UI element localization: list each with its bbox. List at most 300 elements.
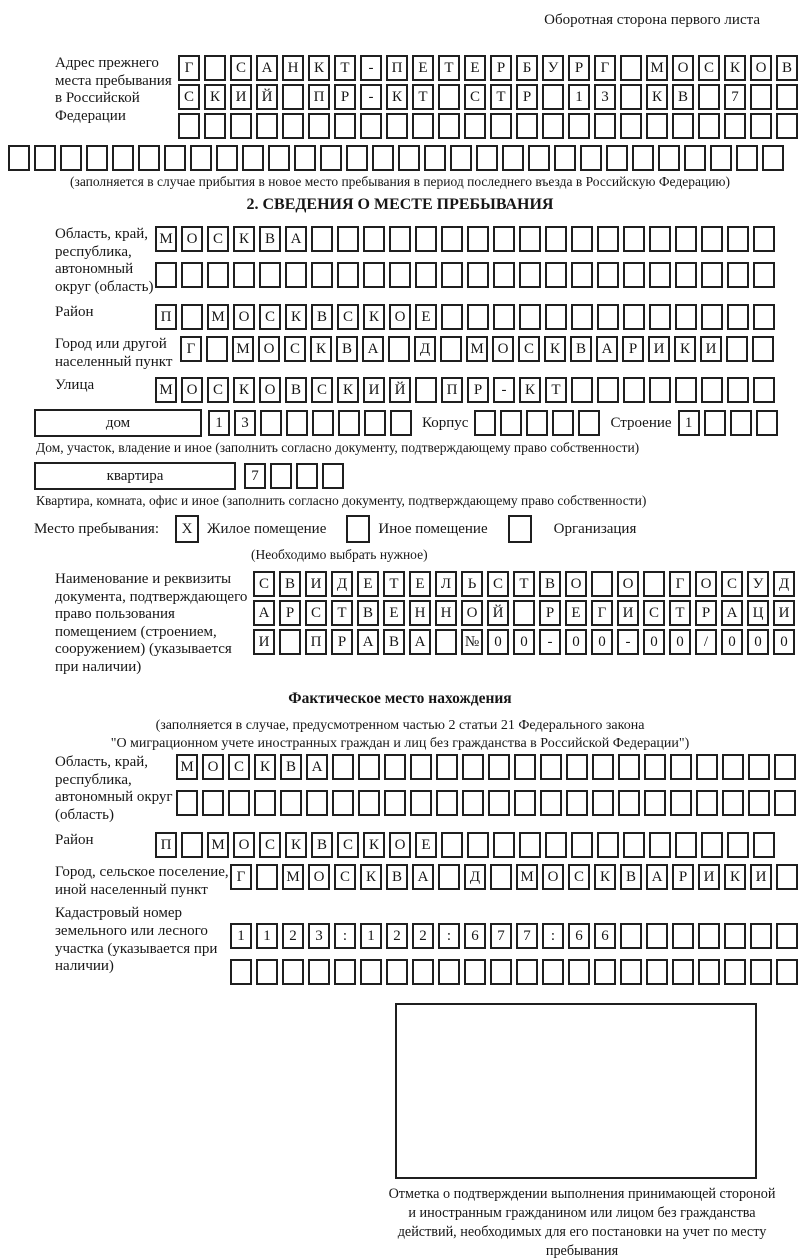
char-box[interactable]: [467, 304, 489, 330]
char-box[interactable]: [776, 113, 798, 139]
char-box[interactable]: К: [674, 336, 696, 362]
char-box[interactable]: И: [253, 629, 275, 655]
char-box[interactable]: [280, 790, 302, 816]
char-box[interactable]: М: [155, 226, 177, 252]
char-box[interactable]: Е: [383, 600, 405, 626]
char-box[interactable]: И: [698, 864, 720, 890]
char-box[interactable]: [710, 145, 732, 171]
char-box[interactable]: [490, 959, 512, 985]
char-box[interactable]: [493, 262, 515, 288]
char-box[interactable]: [594, 113, 616, 139]
char-box[interactable]: [750, 959, 772, 985]
char-box[interactable]: К: [544, 336, 566, 362]
char-box[interactable]: 2: [412, 923, 434, 949]
char-box[interactable]: К: [254, 754, 276, 780]
char-box[interactable]: /: [695, 629, 717, 655]
char-box[interactable]: [753, 304, 775, 330]
char-box[interactable]: С: [487, 571, 509, 597]
char-box[interactable]: С: [207, 226, 229, 252]
char-box[interactable]: [493, 226, 515, 252]
char-box[interactable]: [438, 84, 460, 110]
char-box[interactable]: [566, 790, 588, 816]
char-box[interactable]: 0: [747, 629, 769, 655]
char-box[interactable]: [410, 754, 432, 780]
char-box[interactable]: :: [542, 923, 564, 949]
char-box[interactable]: [696, 790, 718, 816]
char-box[interactable]: [750, 84, 772, 110]
char-box[interactable]: [776, 923, 798, 949]
char-box[interactable]: Д: [773, 571, 795, 597]
checkbox-inoe[interactable]: [346, 515, 370, 543]
char-box[interactable]: Т: [331, 600, 353, 626]
char-box[interactable]: М: [466, 336, 488, 362]
char-box[interactable]: О: [695, 571, 717, 597]
char-box[interactable]: [701, 832, 723, 858]
char-box[interactable]: О: [617, 571, 639, 597]
char-box[interactable]: 7: [244, 463, 266, 489]
char-box[interactable]: [597, 262, 619, 288]
char-box[interactable]: Е: [415, 304, 437, 330]
char-box[interactable]: [698, 113, 720, 139]
char-box[interactable]: -: [360, 55, 382, 81]
char-box[interactable]: С: [337, 304, 359, 330]
char-box[interactable]: [389, 226, 411, 252]
char-box[interactable]: О: [233, 832, 255, 858]
char-box[interactable]: [597, 226, 619, 252]
char-box[interactable]: [776, 864, 798, 890]
char-box[interactable]: К: [233, 226, 255, 252]
char-box[interactable]: [623, 226, 645, 252]
char-box[interactable]: [488, 790, 510, 816]
char-box[interactable]: О: [308, 864, 330, 890]
char-box[interactable]: П: [441, 377, 463, 403]
char-box[interactable]: В: [311, 304, 333, 330]
char-box[interactable]: [467, 832, 489, 858]
char-box[interactable]: [571, 304, 593, 330]
char-box[interactable]: [620, 923, 642, 949]
char-box[interactable]: [606, 145, 628, 171]
char-box[interactable]: [672, 113, 694, 139]
char-box[interactable]: С: [178, 84, 200, 110]
char-box[interactable]: А: [285, 226, 307, 252]
char-box[interactable]: Т: [513, 571, 535, 597]
char-box[interactable]: [748, 754, 770, 780]
char-box[interactable]: [358, 754, 380, 780]
char-box[interactable]: [332, 754, 354, 780]
char-box[interactable]: С: [721, 571, 743, 597]
char-box[interactable]: [753, 226, 775, 252]
char-box[interactable]: Д: [331, 571, 353, 597]
char-box[interactable]: И: [617, 600, 639, 626]
char-box[interactable]: [467, 226, 489, 252]
char-box[interactable]: К: [204, 84, 226, 110]
char-box[interactable]: [464, 959, 486, 985]
char-box[interactable]: [748, 790, 770, 816]
char-box[interactable]: И: [363, 377, 385, 403]
char-box[interactable]: А: [357, 629, 379, 655]
char-box[interactable]: [438, 864, 460, 890]
char-box[interactable]: Й: [256, 84, 278, 110]
char-box[interactable]: В: [570, 336, 592, 362]
char-box[interactable]: [516, 113, 538, 139]
char-box[interactable]: К: [724, 864, 746, 890]
char-box[interactable]: 0: [565, 629, 587, 655]
char-box[interactable]: [34, 145, 56, 171]
char-box[interactable]: [756, 410, 778, 436]
char-box[interactable]: [675, 377, 697, 403]
char-box[interactable]: [643, 571, 665, 597]
char-box[interactable]: [285, 262, 307, 288]
char-box[interactable]: 2: [386, 923, 408, 949]
char-box[interactable]: П: [155, 832, 177, 858]
char-box[interactable]: [8, 145, 30, 171]
char-box[interactable]: [412, 959, 434, 985]
char-box[interactable]: [736, 145, 758, 171]
char-box[interactable]: [320, 145, 342, 171]
char-box[interactable]: О: [259, 377, 281, 403]
char-box[interactable]: В: [280, 754, 302, 780]
char-box[interactable]: [450, 145, 472, 171]
char-box[interactable]: [441, 304, 463, 330]
char-box[interactable]: -: [617, 629, 639, 655]
char-box[interactable]: О: [542, 864, 564, 890]
char-box[interactable]: М: [282, 864, 304, 890]
char-box[interactable]: М: [207, 304, 229, 330]
char-box[interactable]: [294, 145, 316, 171]
char-box[interactable]: А: [412, 864, 434, 890]
char-box[interactable]: [190, 145, 212, 171]
char-box[interactable]: 1: [208, 410, 230, 436]
char-box[interactable]: 6: [568, 923, 590, 949]
char-box[interactable]: В: [383, 629, 405, 655]
char-box[interactable]: [568, 113, 590, 139]
char-box[interactable]: П: [386, 55, 408, 81]
char-box[interactable]: [592, 754, 614, 780]
char-box[interactable]: [623, 304, 645, 330]
char-box[interactable]: К: [310, 336, 332, 362]
char-box[interactable]: [514, 790, 536, 816]
char-box[interactable]: [181, 304, 203, 330]
char-box[interactable]: [230, 959, 252, 985]
char-box[interactable]: О: [750, 55, 772, 81]
char-box[interactable]: [750, 113, 772, 139]
char-box[interactable]: И: [305, 571, 327, 597]
char-box[interactable]: -: [493, 377, 515, 403]
char-box[interactable]: -: [360, 84, 382, 110]
char-box[interactable]: 0: [773, 629, 795, 655]
char-box[interactable]: [410, 790, 432, 816]
char-box[interactable]: [334, 959, 356, 985]
char-box[interactable]: :: [334, 923, 356, 949]
char-box[interactable]: [571, 226, 593, 252]
checkbox-org[interactable]: [508, 515, 532, 543]
char-box[interactable]: [360, 959, 382, 985]
char-box[interactable]: Г: [669, 571, 691, 597]
char-box[interactable]: В: [386, 864, 408, 890]
char-box[interactable]: Л: [435, 571, 457, 597]
char-box[interactable]: [670, 790, 692, 816]
char-box[interactable]: С: [253, 571, 275, 597]
char-box[interactable]: [698, 923, 720, 949]
char-box[interactable]: [308, 959, 330, 985]
char-box[interactable]: [762, 145, 784, 171]
char-box[interactable]: Е: [565, 600, 587, 626]
char-box[interactable]: :: [438, 923, 460, 949]
char-box[interactable]: М: [155, 377, 177, 403]
char-box[interactable]: [438, 113, 460, 139]
char-box[interactable]: [207, 262, 229, 288]
char-box[interactable]: [256, 959, 278, 985]
char-box[interactable]: Р: [331, 629, 353, 655]
char-box[interactable]: [597, 377, 619, 403]
char-box[interactable]: [474, 410, 496, 436]
char-box[interactable]: В: [311, 832, 333, 858]
char-box[interactable]: [727, 377, 749, 403]
char-box[interactable]: М: [232, 336, 254, 362]
char-box[interactable]: Г: [178, 55, 200, 81]
char-box[interactable]: [519, 226, 541, 252]
char-box[interactable]: А: [409, 629, 431, 655]
char-box[interactable]: Ь: [461, 571, 483, 597]
char-box[interactable]: [672, 959, 694, 985]
char-box[interactable]: [774, 754, 796, 780]
char-box[interactable]: Р: [334, 84, 356, 110]
char-box[interactable]: С: [643, 600, 665, 626]
char-box[interactable]: [623, 262, 645, 288]
char-box[interactable]: [306, 790, 328, 816]
char-box[interactable]: [545, 304, 567, 330]
char-box[interactable]: [649, 262, 671, 288]
char-box[interactable]: [256, 864, 278, 890]
char-box[interactable]: [646, 113, 668, 139]
char-box[interactable]: [649, 832, 671, 858]
char-box[interactable]: П: [155, 304, 177, 330]
char-box[interactable]: [488, 754, 510, 780]
char-box[interactable]: [282, 959, 304, 985]
char-box[interactable]: [722, 790, 744, 816]
char-box[interactable]: [592, 790, 614, 816]
char-box[interactable]: [493, 832, 515, 858]
char-box[interactable]: [233, 262, 255, 288]
char-box[interactable]: [462, 754, 484, 780]
char-box[interactable]: П: [305, 629, 327, 655]
char-box[interactable]: [580, 145, 602, 171]
char-box[interactable]: №: [461, 629, 483, 655]
char-box[interactable]: [112, 145, 134, 171]
char-box[interactable]: [216, 145, 238, 171]
char-box[interactable]: [490, 113, 512, 139]
char-box[interactable]: [566, 754, 588, 780]
char-box[interactable]: Г: [594, 55, 616, 81]
char-box[interactable]: [178, 113, 200, 139]
char-box[interactable]: К: [594, 864, 616, 890]
char-box[interactable]: Т: [669, 600, 691, 626]
checkbox-zhiloe[interactable]: X: [175, 515, 199, 543]
char-box[interactable]: [204, 55, 226, 81]
char-box[interactable]: [644, 790, 666, 816]
char-box[interactable]: [571, 262, 593, 288]
char-box[interactable]: [727, 262, 749, 288]
char-box[interactable]: [578, 410, 600, 436]
char-box[interactable]: О: [181, 377, 203, 403]
char-box[interactable]: С: [334, 864, 356, 890]
char-box[interactable]: Н: [435, 600, 457, 626]
char-box[interactable]: 3: [308, 923, 330, 949]
char-box[interactable]: [618, 754, 640, 780]
char-box[interactable]: В: [279, 571, 301, 597]
char-box[interactable]: [311, 226, 333, 252]
char-box[interactable]: И: [648, 336, 670, 362]
char-box[interactable]: Т: [412, 84, 434, 110]
char-box[interactable]: [441, 226, 463, 252]
char-box[interactable]: [372, 145, 394, 171]
char-box[interactable]: [701, 377, 723, 403]
char-box[interactable]: Д: [414, 336, 436, 362]
char-box[interactable]: Т: [383, 571, 405, 597]
char-box[interactable]: [722, 754, 744, 780]
char-box[interactable]: О: [202, 754, 224, 780]
char-box[interactable]: Е: [357, 571, 379, 597]
char-box[interactable]: Р: [467, 377, 489, 403]
char-box[interactable]: [698, 84, 720, 110]
char-box[interactable]: [568, 959, 590, 985]
char-box[interactable]: Р: [672, 864, 694, 890]
char-box[interactable]: [384, 754, 406, 780]
char-box[interactable]: [649, 304, 671, 330]
char-box[interactable]: 3: [594, 84, 616, 110]
char-box[interactable]: К: [724, 55, 746, 81]
char-box[interactable]: [206, 336, 228, 362]
char-box[interactable]: [86, 145, 108, 171]
char-box[interactable]: [259, 262, 281, 288]
char-box[interactable]: К: [285, 304, 307, 330]
char-box[interactable]: С: [518, 336, 540, 362]
char-box[interactable]: [181, 262, 203, 288]
char-box[interactable]: М: [646, 55, 668, 81]
char-box[interactable]: Р: [516, 84, 538, 110]
char-box[interactable]: С: [259, 304, 281, 330]
char-box[interactable]: [415, 226, 437, 252]
char-box[interactable]: [412, 113, 434, 139]
char-box[interactable]: [698, 959, 720, 985]
char-box[interactable]: [675, 226, 697, 252]
char-box[interactable]: [620, 113, 642, 139]
char-box[interactable]: [435, 629, 457, 655]
char-box[interactable]: [155, 262, 177, 288]
char-box[interactable]: [490, 864, 512, 890]
char-box[interactable]: С: [284, 336, 306, 362]
char-box[interactable]: [242, 145, 264, 171]
char-box[interactable]: [386, 113, 408, 139]
char-box[interactable]: Н: [282, 55, 304, 81]
char-box[interactable]: С: [230, 55, 252, 81]
char-box[interactable]: О: [672, 55, 694, 81]
char-box[interactable]: [620, 84, 642, 110]
char-box[interactable]: Ц: [747, 600, 769, 626]
char-box[interactable]: [542, 959, 564, 985]
char-box[interactable]: [670, 754, 692, 780]
char-box[interactable]: [649, 377, 671, 403]
char-box[interactable]: [256, 113, 278, 139]
char-box[interactable]: [337, 262, 359, 288]
char-box[interactable]: [776, 84, 798, 110]
char-box[interactable]: 0: [669, 629, 691, 655]
char-box[interactable]: К: [337, 377, 359, 403]
char-box[interactable]: [571, 377, 593, 403]
char-box[interactable]: Й: [487, 600, 509, 626]
char-box[interactable]: [750, 923, 772, 949]
char-box[interactable]: [701, 304, 723, 330]
char-box[interactable]: С: [305, 600, 327, 626]
char-box[interactable]: [270, 463, 292, 489]
char-box[interactable]: [753, 377, 775, 403]
char-box[interactable]: [724, 923, 746, 949]
char-box[interactable]: А: [646, 864, 668, 890]
char-box[interactable]: Й: [389, 377, 411, 403]
char-box[interactable]: [296, 463, 318, 489]
char-box[interactable]: [724, 959, 746, 985]
char-box[interactable]: [308, 113, 330, 139]
char-box[interactable]: [727, 226, 749, 252]
char-box[interactable]: Г: [180, 336, 202, 362]
char-box[interactable]: [724, 113, 746, 139]
char-box[interactable]: [701, 262, 723, 288]
char-box[interactable]: [398, 145, 420, 171]
char-box[interactable]: В: [539, 571, 561, 597]
char-box[interactable]: 3: [234, 410, 256, 436]
char-box[interactable]: И: [750, 864, 772, 890]
char-box[interactable]: В: [259, 226, 281, 252]
char-box[interactable]: [462, 790, 484, 816]
char-box[interactable]: [363, 226, 385, 252]
char-box[interactable]: [675, 832, 697, 858]
char-box[interactable]: [554, 145, 576, 171]
char-box[interactable]: [730, 410, 752, 436]
char-box[interactable]: 1: [360, 923, 382, 949]
char-box[interactable]: А: [721, 600, 743, 626]
char-box[interactable]: 7: [516, 923, 538, 949]
char-box[interactable]: [571, 832, 593, 858]
char-box[interactable]: У: [747, 571, 769, 597]
char-box[interactable]: [441, 262, 463, 288]
char-box[interactable]: [752, 336, 774, 362]
char-box[interactable]: [322, 463, 344, 489]
char-box[interactable]: [649, 226, 671, 252]
char-box[interactable]: [526, 410, 548, 436]
char-box[interactable]: О: [389, 304, 411, 330]
char-box[interactable]: [360, 113, 382, 139]
char-box[interactable]: [260, 410, 282, 436]
char-box[interactable]: С: [337, 832, 359, 858]
char-box[interactable]: [540, 790, 562, 816]
char-box[interactable]: [545, 226, 567, 252]
char-box[interactable]: [540, 754, 562, 780]
char-box[interactable]: К: [386, 84, 408, 110]
char-box[interactable]: [696, 754, 718, 780]
char-box[interactable]: [519, 304, 541, 330]
char-box[interactable]: Р: [279, 600, 301, 626]
char-box[interactable]: К: [519, 377, 541, 403]
char-box[interactable]: 0: [591, 629, 613, 655]
char-box[interactable]: Р: [490, 55, 512, 81]
char-box[interactable]: О: [461, 600, 483, 626]
char-box[interactable]: [493, 304, 515, 330]
char-box[interactable]: [646, 959, 668, 985]
char-box[interactable]: К: [646, 84, 668, 110]
char-box[interactable]: -: [539, 629, 561, 655]
char-box[interactable]: К: [363, 304, 385, 330]
char-box[interactable]: М: [516, 864, 538, 890]
